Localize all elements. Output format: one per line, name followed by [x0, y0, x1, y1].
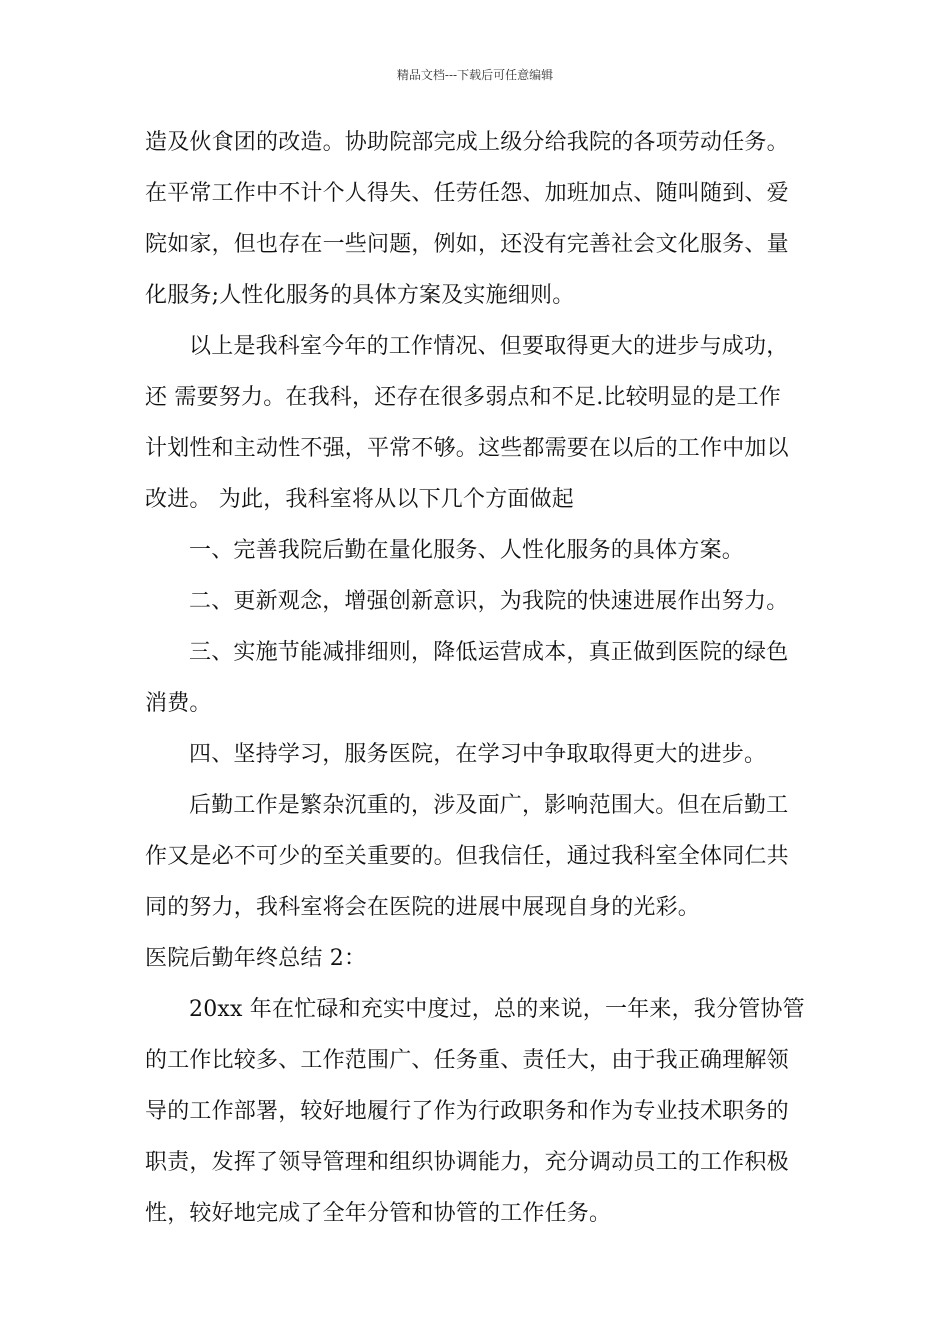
text-line: 在平常工作中不计个人得失、任劳任怨、加班加点、随叫随到、爱	[145, 181, 789, 206]
list-item: 四、坚持学习，服务医院，在学习中争取取得更大的进步。	[189, 742, 767, 767]
text-line: 20xx 年在忙碌和充实中度过，总的来说，一年来，我分管协管	[189, 997, 805, 1022]
list-item: 三、实施节能减排细则，降低运营成本，真正做到医院的绿色	[189, 640, 789, 665]
page-header: 精品文档---下载后可任意编辑	[396, 68, 554, 82]
text-line: 院如家，但也存在一些问题，例如，还没有完善社会文化服务、量	[145, 232, 789, 257]
text-line: 化服务;人性化服务的具体方案及实施细则。	[145, 283, 575, 308]
text-line: 造及伙食团的改造。协助院部完成上级分给我院的各项劳动任务。	[145, 130, 789, 155]
text-line: 导的工作部署，较好地履行了作为行政职务和作为专业技术职务的	[145, 1099, 789, 1124]
text-line: 以上是我科室今年的工作情况、但要取得更大的进步与成功，	[189, 334, 789, 359]
document-body	[145, 130, 807, 1226]
text-line: 计划性和主动性不强，平常不够。这些都需要在以后的工作中加以	[145, 436, 789, 461]
text-line: 还 需要努力。在我科，还存在很多弱点和不足.比较明显的是工作	[145, 385, 781, 410]
text-line: 职责，发挥了领导管理和组织协调能力，充分调动员工的工作积极	[145, 1150, 789, 1175]
list-item: 二、更新观念，增强创新意识，为我院的快速进展作出努力。	[189, 589, 789, 614]
text-line: 性，较好地完成了全年分管和协管的工作任务。	[145, 1201, 612, 1226]
text-line: 作又是必不可少的至关重要的。但我信任，通过我科室全体同仁共	[145, 844, 789, 869]
list-item: 一、完善我院后勤在量化服务、人性化服务的具体方案。	[189, 538, 745, 563]
text-line: 后勤工作是繁杂沉重的，涉及面广，影响范围大。但在后勤工	[189, 793, 789, 818]
text-line: 消费。	[145, 691, 212, 716]
section-heading: 医院后勤年终总结 2：	[145, 946, 367, 971]
text-line: 改进。 为此，我科室将从以下几个方面做起	[145, 487, 574, 512]
text-line: 同的努力，我科室将会在医院的进展中展现自身的光彩。	[145, 895, 701, 920]
text-line: 的工作比较多、工作范围广、任务重、责任大，由于我正确理解领	[145, 1048, 789, 1073]
